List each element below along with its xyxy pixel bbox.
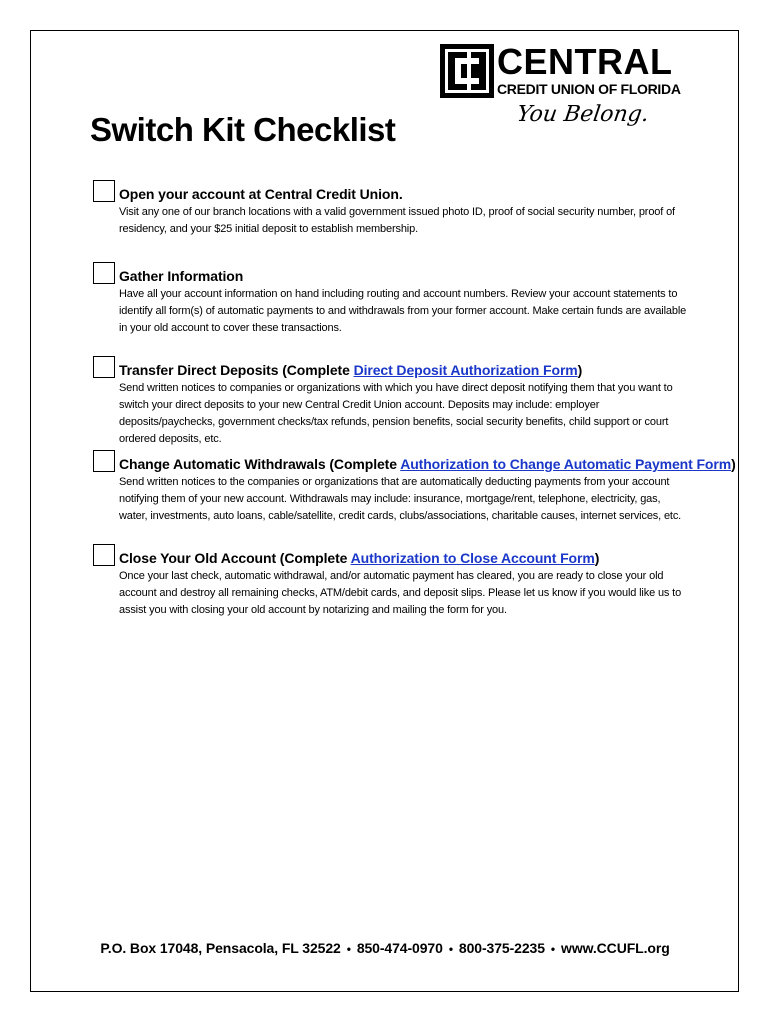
footer-website: www.CCUFL.org [561, 940, 670, 956]
item-heading [119, 456, 736, 472]
item-heading: Open your account at Central Credit Union. [119, 186, 403, 202]
checkbox[interactable] [93, 544, 115, 566]
change-automatic-payment-form-link[interactable]: Authorization to Change Automatic Payment Form [400, 456, 732, 472]
cu-monogram-icon [440, 44, 494, 98]
heading-close: ) [577, 362, 583, 378]
item-body: Send written notices to the companies or organizations that are automatically deducting payments from your account notifying them of your new account. Withdrawals may include: insurance, mortgage/rent, telephone, electricity, gas, water, investments, auto loans, cable/satellite, credit cards, clubs/associations, charitable causes, internet services, etc. [119, 476, 682, 522]
checkbox[interactable] [93, 356, 115, 378]
footer-address: P.O. Box 17048, Pensacola, FL 32522 [100, 940, 341, 956]
bullet-separator: • [448, 942, 453, 956]
footer-phone-tollfree: 800-375-2235 [458, 940, 545, 956]
bullet-separator: • [550, 942, 556, 956]
checkbox[interactable] [93, 262, 115, 284]
heading-text: Close Your Old Account (Complete [119, 550, 351, 566]
page-title: Switch Kit Checklist [90, 111, 396, 148]
heading-close: ) [731, 456, 736, 472]
item-heading [119, 550, 599, 566]
logo-tagline: You Belong. [515, 102, 651, 127]
logo-subtitle: CREDIT UNION OF FLORIDA [497, 81, 681, 97]
item-body: Send written notices to companies or organizations with which you have direct deposit notifying them that you want to switch your direct deposits to your new Central Credit Union account. Deposits may include: employer deposits/paychecks, government checks/tax refunds, pension benefits, social security benefits, child support or court ordered deposits, etc. [119, 382, 673, 445]
heading-close: ) [594, 550, 600, 566]
direct-deposit-form-link[interactable]: Direct Deposit Authorization Form [353, 362, 578, 378]
footer-contact [0, 940, 770, 956]
logo-wordmark: CENTRAL [497, 41, 673, 82]
checkbox[interactable] [93, 180, 115, 202]
central-credit-union-logo [440, 41, 700, 134]
bullet-separator: • [346, 942, 351, 956]
close-account-form-link[interactable]: Authorization to Close Account Form [350, 550, 595, 566]
item-heading [119, 362, 582, 378]
item-heading: Gather Information [119, 268, 244, 284]
footer-phone-local: 850-474-0970 [356, 940, 443, 956]
heading-text: Transfer Direct Deposits (Complete [119, 362, 354, 378]
checkbox[interactable] [93, 450, 115, 472]
item-body: Once your last check, automatic withdrawal, and/or automatic payment has cleared, you are ready to close your old account and destroy all remaining checks, ATM/debit cards, and deposit slips. Please let us know if you would like us to assist you with closing your old account by notarizing and mailing the form for you. [119, 570, 682, 616]
item-body: Have all your account information on hand including routing and account numbers. Review your account statements to identify all form(s) of automatic payments to and withdrawals from your former account. Make certain funds are available in your old account to cover these transactions. [119, 288, 687, 334]
item-body: Visit any one of our branch locations with a valid government issued photo ID, proof of social security number, proof of residency, and your $25 initial deposit to establish membership. [119, 206, 675, 235]
heading-text: Change Automatic Withdrawals (Complete [119, 456, 401, 472]
